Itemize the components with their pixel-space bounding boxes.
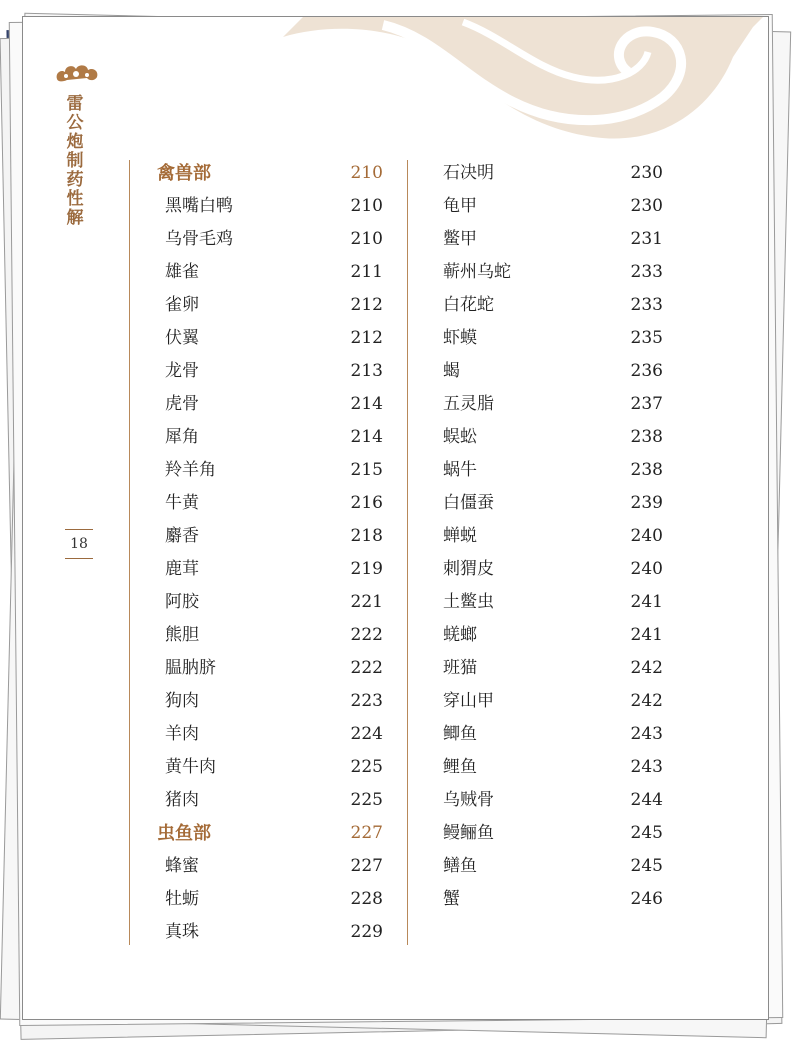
toc-entry-page: 211 <box>350 262 383 282</box>
toc-entry-page: 222 <box>350 625 383 645</box>
toc-entry-name: 蜗牛 <box>443 460 477 480</box>
toc-entry-name: 雀卵 <box>165 295 199 315</box>
toc-entry <box>133 652 383 685</box>
toc-entry-name: 石决明 <box>443 163 494 183</box>
toc-entry-page: 219 <box>350 559 383 579</box>
toc-entry-page: 227 <box>350 823 383 843</box>
toc-entry <box>133 355 383 388</box>
toc-entry <box>443 850 663 883</box>
toc-entry-page: 215 <box>350 460 383 480</box>
toc-entry-page: 246 <box>630 889 663 909</box>
toc-entry <box>443 157 663 190</box>
toc-entry-page: 210 <box>350 196 383 216</box>
toc-entry-page: 239 <box>630 493 663 513</box>
toc-entry-page: 229 <box>350 922 383 942</box>
toc-entry <box>443 289 663 322</box>
toc-entry <box>443 751 663 784</box>
toc-entry <box>133 850 383 883</box>
toc-entry <box>133 190 383 223</box>
toc-entry <box>443 883 663 916</box>
toc-entry <box>133 784 383 817</box>
toc-entry-page: 244 <box>630 790 663 810</box>
toc-entry-name: 阿胶 <box>165 592 199 612</box>
toc-entry-name: 羊肉 <box>165 724 199 744</box>
toc-entry <box>133 883 383 916</box>
toc-entry <box>133 520 383 553</box>
toc-entry-page: 224 <box>350 724 383 744</box>
toc-entry-name: 牛黄 <box>165 493 199 513</box>
toc-entry-name: 白花蛇 <box>443 295 494 315</box>
toc-entry-page: 225 <box>350 757 383 777</box>
toc-entry-name: 蜂蜜 <box>165 856 199 876</box>
book-title: 雷公炮制药性解 <box>66 94 84 228</box>
toc-entry-name: 狗肉 <box>165 691 199 711</box>
toc-entry-name: 腽肭脐 <box>165 658 216 678</box>
toc-entry <box>443 520 663 553</box>
toc-entry-name: 穿山甲 <box>443 691 494 711</box>
toc-entry <box>443 784 663 817</box>
toc-entry-page: 241 <box>630 625 663 645</box>
toc-entry <box>133 421 383 454</box>
toc-entry-name: 鳖甲 <box>443 229 477 249</box>
toc-entry-name: 蝎 <box>443 361 460 381</box>
toc-entry <box>443 652 663 685</box>
toc-entry-name: 蟹 <box>443 889 460 909</box>
toc-entry-page: 214 <box>350 394 383 414</box>
toc-entry-name: 蜣螂 <box>443 625 477 645</box>
toc-entry-page: 214 <box>350 427 383 447</box>
toc-entry <box>133 718 383 751</box>
toc-entry-name: 雄雀 <box>165 262 199 282</box>
toc-entry-page: 243 <box>630 757 663 777</box>
toc-entry-name: 黄牛肉 <box>165 757 216 777</box>
toc-entry-name: 麝香 <box>165 526 199 546</box>
toc-entry <box>443 553 663 586</box>
toc-entry-name: 蝉蜕 <box>443 526 477 546</box>
toc-entry-page: 228 <box>350 889 383 909</box>
toc-entry <box>443 322 663 355</box>
toc-entry-page: 218 <box>350 526 383 546</box>
toc-entry-name: 鳝鱼 <box>443 856 477 876</box>
toc-entry-page: 222 <box>350 658 383 678</box>
toc-entry <box>443 619 663 652</box>
toc-entry-name: 虫鱼部 <box>157 823 211 844</box>
column-rule <box>129 160 130 945</box>
toc-entry <box>443 256 663 289</box>
toc-section-heading <box>133 817 383 850</box>
toc-entry-page: 216 <box>350 493 383 513</box>
toc-entry-page: 213 <box>350 361 383 381</box>
toc-entry <box>443 718 663 751</box>
toc-entry-name: 伏翼 <box>165 328 199 348</box>
toc-entry <box>133 586 383 619</box>
toc-entry-name: 龟甲 <box>443 196 477 216</box>
toc-entry <box>443 685 663 718</box>
toc-entry-name: 犀角 <box>165 427 199 447</box>
cloud-logo-icon <box>53 61 101 85</box>
toc-entry-name: 土鳖虫 <box>443 592 494 612</box>
toc-column-left <box>133 157 383 949</box>
toc-entry-name: 白僵蚕 <box>443 493 494 513</box>
toc-entry <box>443 355 663 388</box>
toc-entry <box>133 322 383 355</box>
toc-entry-page: 245 <box>630 823 663 843</box>
toc-entry-name: 鳗鲡鱼 <box>443 823 494 843</box>
toc-entry <box>443 388 663 421</box>
toc-entry-page: 243 <box>630 724 663 744</box>
toc-entry <box>443 190 663 223</box>
toc-entry-name: 龙骨 <box>165 361 199 381</box>
toc-entry-page: 237 <box>630 394 663 414</box>
toc-entry-name: 乌贼骨 <box>443 790 494 810</box>
toc-entry-name: 乌骨毛鸡 <box>165 229 233 249</box>
toc-column-right <box>443 157 663 916</box>
toc-entry-name: 禽兽部 <box>157 163 211 184</box>
toc-entry-page: 233 <box>630 295 663 315</box>
toc-entry-name: 刺猬皮 <box>443 559 494 579</box>
toc-entry-name: 鹿茸 <box>165 559 199 579</box>
toc-entry <box>133 289 383 322</box>
toc-entry-page: 238 <box>630 427 663 447</box>
toc-section-heading <box>133 157 383 190</box>
toc-entry-name: 班猫 <box>443 658 477 678</box>
toc-entry-name: 五灵脂 <box>443 394 494 414</box>
toc-entry-name: 黑嘴白鸭 <box>165 196 233 216</box>
toc-entry <box>133 388 383 421</box>
toc-entry-page: 223 <box>350 691 383 711</box>
toc-entry-page: 221 <box>350 592 383 612</box>
toc-entry-name: 真珠 <box>165 922 199 942</box>
column-rule <box>407 160 408 945</box>
toc-entry-page: 231 <box>630 229 663 249</box>
toc-entry-page: 230 <box>630 163 663 183</box>
toc-entry-page: 245 <box>630 856 663 876</box>
toc-entry-page: 210 <box>350 229 383 249</box>
toc-entry <box>133 553 383 586</box>
toc-entry-page: 241 <box>630 592 663 612</box>
toc-entry-name: 虎骨 <box>165 394 199 414</box>
toc-entry <box>133 487 383 520</box>
toc-entry-name: 鲫鱼 <box>443 724 477 744</box>
toc-entry-page: 242 <box>630 658 663 678</box>
page-number: 18 <box>65 529 93 559</box>
toc-entry-name: 牡蛎 <box>165 889 199 909</box>
toc-entry-page: 230 <box>630 196 663 216</box>
toc-entry-page: 212 <box>350 295 383 315</box>
toc-entry <box>443 586 663 619</box>
toc-entry-name: 蜈蚣 <box>443 427 477 447</box>
toc-entry <box>443 421 663 454</box>
toc-entry-page: 233 <box>630 262 663 282</box>
toc-entry-name: 熊胆 <box>165 625 199 645</box>
toc-entry <box>443 487 663 520</box>
toc-entry <box>133 916 383 949</box>
toc-entry-page: 238 <box>630 460 663 480</box>
toc-entry-name: 鲤鱼 <box>443 757 477 777</box>
decorative-cloud-swirl <box>263 17 763 167</box>
toc-entry-page: 210 <box>350 163 383 183</box>
toc-entry <box>133 619 383 652</box>
toc-entry-page: 212 <box>350 328 383 348</box>
toc-entry-page: 227 <box>350 856 383 876</box>
toc-entry-page: 236 <box>630 361 663 381</box>
toc-entry-name: 虾蟆 <box>443 328 477 348</box>
toc-entry-name: 羚羊角 <box>165 460 216 480</box>
toc-entry <box>133 256 383 289</box>
toc-entry-name: 蕲州乌蛇 <box>443 262 511 282</box>
toc-entry-page: 242 <box>630 691 663 711</box>
book-page <box>22 16 769 1020</box>
toc-entry <box>133 223 383 256</box>
toc-entry-page: 240 <box>630 559 663 579</box>
toc-entry-page: 240 <box>630 526 663 546</box>
toc-entry-name: 猪肉 <box>165 790 199 810</box>
toc-entry <box>443 454 663 487</box>
toc-entry-page: 235 <box>630 328 663 348</box>
toc-entry <box>133 454 383 487</box>
toc-entry <box>133 751 383 784</box>
toc-entry-page: 225 <box>350 790 383 810</box>
toc-entry <box>443 817 663 850</box>
toc-entry <box>133 685 383 718</box>
toc-entry <box>443 223 663 256</box>
